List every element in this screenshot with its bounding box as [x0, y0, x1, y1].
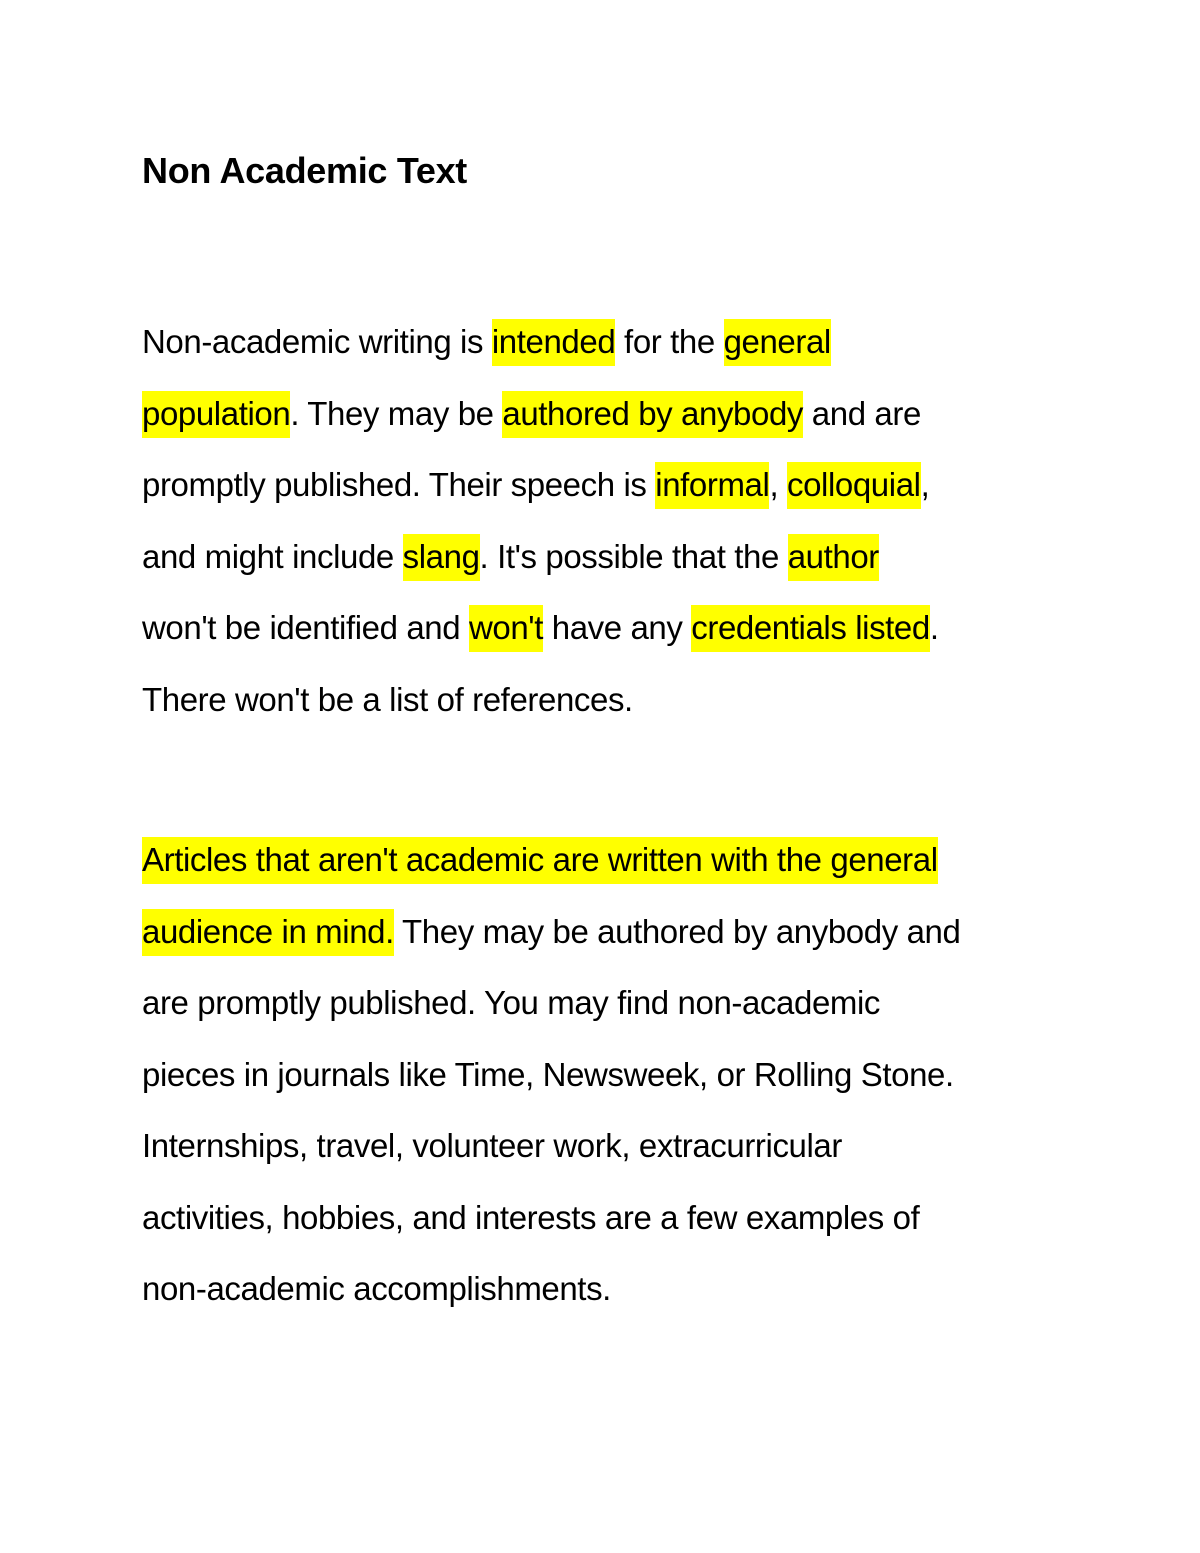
- highlighted-text: informal: [655, 462, 769, 509]
- text-segment: .: [929, 609, 939, 646]
- text-segment: and might include: [142, 537, 403, 575]
- highlighted-text: audience in mind.: [142, 909, 394, 956]
- text-segment: pieces in journals like Time, Newsweek, or Rolling Stone.: [142, 1055, 954, 1093]
- document-title: Non Academic Text: [142, 150, 467, 191]
- paragraph-1: [142, 306, 1082, 735]
- highlighted-text: colloquial: [787, 462, 921, 509]
- text-segment: non-academic accomplishments.: [142, 1270, 611, 1307]
- text-segment: There won't be a list of references.: [142, 680, 633, 718]
- text-segment: . They may be: [290, 394, 503, 432]
- text-segment: ,: [920, 466, 930, 503]
- text-segment: Internships, travel, volunteer work, extracurricular: [142, 1127, 842, 1164]
- highlighted-text: slang: [403, 534, 480, 581]
- paragraph-2: [142, 824, 1082, 1325]
- text-line: [142, 521, 1082, 593]
- text-segment: ,: [769, 466, 787, 503]
- text-line: [142, 824, 1082, 896]
- text-segment: won't be identified and: [142, 609, 469, 646]
- highlighted-text: author: [788, 534, 879, 581]
- text-line: [142, 306, 1082, 378]
- text-segment: are promptly published. You may find non-academic: [142, 984, 881, 1021]
- text-segment: They may be authored by anybody and: [393, 912, 961, 950]
- text-segment: activities, hobbies, and interests are a few examples of: [142, 1198, 920, 1236]
- text-segment: have any: [542, 609, 692, 646]
- text-line: [142, 1182, 1082, 1254]
- text-line: [142, 664, 1082, 736]
- text-segment: . It's possible that the: [479, 537, 788, 575]
- highlighted-text: general: [724, 319, 831, 366]
- text-segment: for the: [615, 323, 724, 360]
- text-line: [142, 378, 1082, 450]
- text-segment: promptly published. Their speech is: [142, 466, 656, 503]
- text-segment: Non-academic writing is: [142, 323, 492, 360]
- text-line: [142, 967, 1082, 1039]
- text-line: [142, 449, 1082, 521]
- highlighted-text: credentials listed: [691, 605, 930, 652]
- highlighted-text: Articles that aren't academic are written with the general: [142, 837, 938, 884]
- text-segment: and are: [803, 394, 921, 432]
- text-line: [142, 592, 1082, 664]
- highlighted-text: population: [142, 391, 290, 438]
- text-line: [142, 1110, 1082, 1182]
- text-line: [142, 1253, 1082, 1325]
- highlighted-text: won't: [469, 605, 543, 652]
- highlighted-text: intended: [492, 319, 615, 366]
- text-line: [142, 896, 1082, 968]
- highlighted-text: authored by anybody: [502, 391, 803, 438]
- text-line: [142, 1039, 1082, 1111]
